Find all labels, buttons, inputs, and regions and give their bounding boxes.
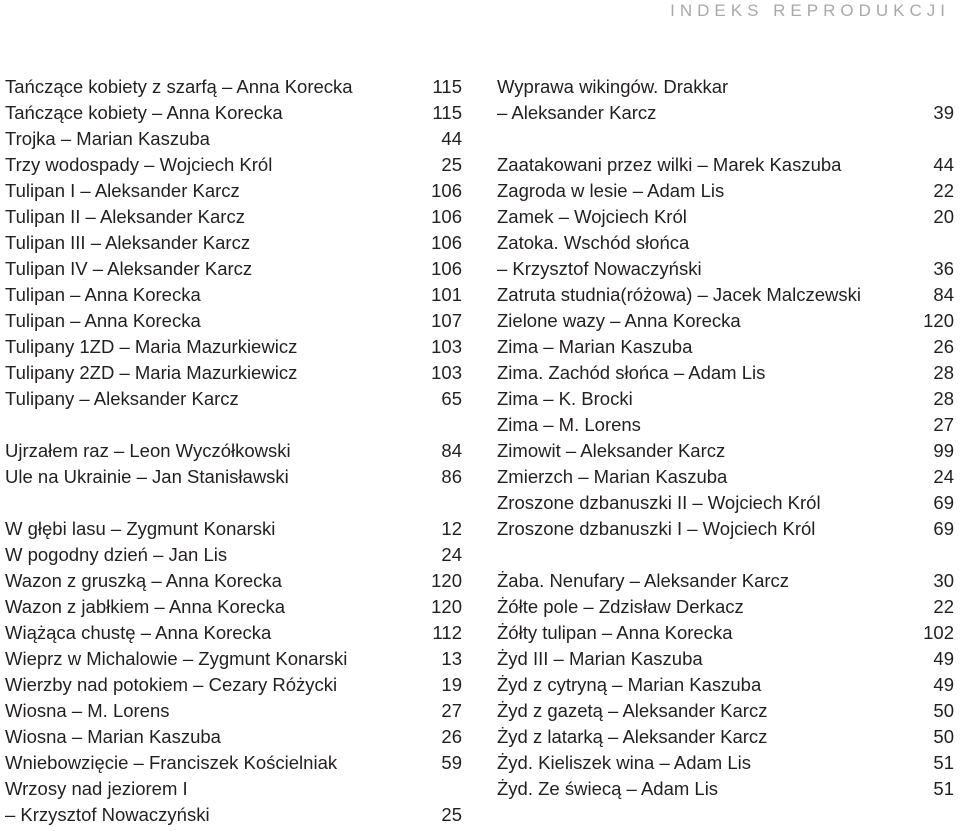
index-entry-page: 50 bbox=[933, 726, 954, 747]
index-entry-page: 112 bbox=[432, 622, 462, 643]
index-entry-page: 13 bbox=[441, 648, 462, 669]
index-entry bbox=[497, 698, 954, 724]
index-entry-page: 19 bbox=[441, 674, 462, 695]
index-entry bbox=[5, 568, 462, 594]
index-entry-title: Wiążąca chustę – Anna Korecka bbox=[5, 622, 272, 643]
index-entry-page: 50 bbox=[933, 700, 954, 721]
index-entry-page: 51 bbox=[933, 752, 954, 773]
index-entry-title: Zatruta studnia(różowa) – Jacek Malczewski bbox=[497, 284, 861, 305]
index-entry bbox=[497, 152, 954, 178]
index-entry bbox=[5, 308, 462, 334]
index-entry-title: – Krzysztof Nowaczyński bbox=[5, 804, 210, 825]
index-entry-title: Tańczące kobiety – Anna Korecka bbox=[5, 102, 283, 123]
index-entry-title: Wazon z jabłkiem – Anna Korecka bbox=[5, 596, 286, 617]
index-entry-title: Zatoka. Wschód słońca bbox=[497, 232, 690, 253]
index-entry bbox=[5, 750, 462, 776]
index-entry-title: Wrzosy nad jeziorem I bbox=[5, 778, 188, 799]
index-entry-page: 44 bbox=[933, 154, 954, 175]
index-entry bbox=[5, 360, 462, 386]
index-entry bbox=[497, 386, 954, 412]
index-entry bbox=[5, 256, 462, 282]
index-entry-title: Żaba. Nenufary – Aleksander Karcz bbox=[497, 570, 790, 591]
index-gap bbox=[497, 542, 954, 568]
index-entry bbox=[497, 412, 954, 438]
index-entry-title: – Aleksander Karcz bbox=[497, 102, 657, 123]
index-entry-title: Zima – K. Brocki bbox=[497, 388, 633, 409]
index-entry-page: 99 bbox=[933, 440, 954, 461]
index-entry bbox=[497, 490, 954, 516]
index-entry-page: 69 bbox=[933, 492, 954, 513]
index-entry bbox=[497, 334, 954, 360]
index-entry-page: 22 bbox=[933, 180, 954, 201]
index-entry bbox=[5, 178, 462, 204]
index-entry-title: W pogodny dzień – Jan Lis bbox=[5, 544, 228, 565]
index-entry-title: Zamek – Wojciech Król bbox=[497, 206, 687, 227]
index-entry-title: Ule na Ukrainie – Jan Stanisławski bbox=[5, 466, 289, 487]
index-entry bbox=[5, 724, 462, 750]
index-entry-page: 44 bbox=[441, 128, 462, 149]
index-entry-title: Zima – M. Lorens bbox=[497, 414, 641, 435]
index-entry-title: – Krzysztof Nowaczyński bbox=[497, 258, 702, 279]
index-entry bbox=[497, 646, 954, 672]
index-entry bbox=[497, 360, 954, 386]
index-entry bbox=[5, 698, 462, 724]
index-entry bbox=[5, 204, 462, 230]
index-entry-title: Zagroda w lesie – Adam Lis bbox=[497, 180, 725, 201]
index-entry-page: 59 bbox=[441, 752, 462, 773]
index-entry-title: Żyd z gazetą – Aleksander Karcz bbox=[497, 700, 768, 721]
index-entry-page: 106 bbox=[431, 206, 462, 227]
index-entry-page: 28 bbox=[933, 362, 954, 383]
index-entry bbox=[497, 308, 954, 334]
index-entry-title: Zielone wazy – Anna Korecka bbox=[497, 310, 741, 331]
index-entry-page: 49 bbox=[933, 674, 954, 695]
index-entry bbox=[5, 126, 462, 152]
index-entry bbox=[497, 74, 954, 100]
page-header: INDEKS REPRODUKCJI bbox=[670, 1, 950, 20]
index-entry-page: 106 bbox=[431, 180, 462, 201]
index-entry-title: Wiosna – Marian Kaszuba bbox=[5, 726, 221, 747]
index-entry-page: 51 bbox=[933, 778, 954, 799]
index-entry bbox=[497, 724, 954, 750]
index-entry-title: Wazon z gruszką – Anna Korecka bbox=[5, 570, 282, 591]
index-gap bbox=[5, 412, 462, 438]
index-entry bbox=[5, 542, 462, 568]
index-entry-title: Żółty tulipan – Anna Korecka bbox=[497, 622, 733, 643]
index-entry-title: Trzy wodospady – Wojciech Król bbox=[5, 154, 273, 175]
index-entry-page: 115 bbox=[432, 76, 462, 97]
index-entry-page: 86 bbox=[441, 466, 462, 487]
index-entry bbox=[497, 282, 954, 308]
index-entry-page: 65 bbox=[441, 388, 462, 409]
index-entry bbox=[5, 672, 462, 698]
index-entry-page: 27 bbox=[441, 700, 462, 721]
index-column-right bbox=[497, 74, 954, 802]
index-entry-page: 115 bbox=[432, 102, 462, 123]
index-entry-page: 84 bbox=[933, 284, 954, 305]
index-entry-title: Tulipany – Aleksander Karcz bbox=[5, 388, 239, 409]
index-entry bbox=[5, 464, 462, 490]
index-entry-page: 49 bbox=[933, 648, 954, 669]
index-entry-title: Zima. Zachód słońca – Adam Lis bbox=[497, 362, 766, 383]
index-entry-page: 27 bbox=[933, 414, 954, 435]
index-entry-title: Wiosna – M. Lorens bbox=[5, 700, 170, 721]
index-entry-page: 103 bbox=[431, 362, 462, 383]
index-entry bbox=[5, 438, 462, 464]
index-entry-title: Zaatakowani przez wilki – Marek Kaszuba bbox=[497, 154, 842, 175]
index-entry-title: Tulipany 2ZD – Maria Mazurkiewicz bbox=[5, 362, 298, 383]
index-entry-title: Zima – Marian Kaszuba bbox=[497, 336, 693, 357]
index-entry bbox=[5, 152, 462, 178]
index-gap bbox=[497, 126, 954, 152]
index-entry-page: 25 bbox=[441, 804, 462, 825]
index-entry-title: Żyd. Ze świecą – Adam Lis bbox=[497, 778, 719, 799]
index-entry bbox=[497, 204, 954, 230]
index-entry-page: 39 bbox=[933, 102, 954, 123]
index-entry bbox=[497, 594, 954, 620]
index-entry bbox=[497, 568, 954, 594]
index-entry-title: Tulipan – Anna Korecka bbox=[5, 284, 201, 305]
index-entry bbox=[497, 464, 954, 490]
index-entry-page: 24 bbox=[933, 466, 954, 487]
index-entry-page: 26 bbox=[933, 336, 954, 357]
index-entry-page: 103 bbox=[431, 336, 462, 357]
index-entry bbox=[5, 386, 462, 412]
index-entry bbox=[497, 620, 954, 646]
index-entry bbox=[5, 646, 462, 672]
index-entry-page: 120 bbox=[431, 570, 462, 591]
index-entry-title: Tulipan III – Aleksander Karcz bbox=[5, 232, 251, 253]
index-entry-title: Zimowit – Aleksander Karcz bbox=[497, 440, 726, 461]
index-entry-page: 69 bbox=[933, 518, 954, 539]
index-entry bbox=[5, 802, 462, 828]
index-entry-page: 84 bbox=[441, 440, 462, 461]
index-entry bbox=[497, 230, 954, 256]
index-entry-title: Żyd. Kieliszek wina – Adam Lis bbox=[497, 752, 751, 773]
index-entry-title: Trojka – Marian Kaszuba bbox=[5, 128, 210, 149]
index-entry bbox=[497, 178, 954, 204]
index-entry-title: Tańczące kobiety z szarfą – Anna Korecka bbox=[5, 76, 353, 97]
index-entry-page: 106 bbox=[431, 258, 462, 279]
index-entry bbox=[497, 516, 954, 542]
index-entry-page: 22 bbox=[933, 596, 954, 617]
index-entry-title: Żyd z latarką – Aleksander Karcz bbox=[497, 726, 768, 747]
index-entry-page: 36 bbox=[933, 258, 954, 279]
index-entry bbox=[497, 750, 954, 776]
index-column-left bbox=[5, 74, 462, 828]
index-entry-title: Zroszone dzbanuszki II – Wojciech Król bbox=[497, 492, 821, 513]
index-entry bbox=[497, 438, 954, 464]
index-gap bbox=[5, 490, 462, 516]
index-entry-page: 28 bbox=[933, 388, 954, 409]
index-entry-title: Tulipan – Anna Korecka bbox=[5, 310, 201, 331]
index-entry-page: 26 bbox=[441, 726, 462, 747]
index-entry-title: Tulipan II – Aleksander Karcz bbox=[5, 206, 245, 227]
index-entry bbox=[5, 776, 462, 802]
index-entry-title: Wieprz w Michalowie – Zygmunt Konarski bbox=[5, 648, 348, 669]
index-entry bbox=[497, 672, 954, 698]
index-entry-title: Żółte pole – Zdzisław Derkacz bbox=[497, 596, 744, 617]
index-entry-title: Ujrzałem raz – Leon Wyczółkowski bbox=[5, 440, 291, 461]
index-entry-page: 12 bbox=[441, 518, 462, 539]
index-entry bbox=[5, 230, 462, 256]
index-entry-page: 101 bbox=[431, 284, 462, 305]
index-entry-page: 20 bbox=[933, 206, 954, 227]
index-entry-page: 120 bbox=[923, 310, 954, 331]
index-entry-title: Żyd z cytryną – Marian Kaszuba bbox=[497, 674, 762, 695]
index-entry bbox=[5, 620, 462, 646]
index-entry-title: Tulipany 1ZD – Maria Mazurkiewicz bbox=[5, 336, 298, 357]
index-entry bbox=[5, 282, 462, 308]
index-entry bbox=[497, 100, 954, 126]
index-entry-title: W głębi lasu – Zygmunt Konarski bbox=[5, 518, 276, 539]
index-entry bbox=[497, 776, 954, 802]
index-entry-title: Wyprawa wikingów. Drakkar bbox=[497, 76, 729, 97]
index-entry bbox=[497, 256, 954, 282]
index-entry-page: 102 bbox=[923, 622, 954, 643]
index-entry-page: 106 bbox=[431, 232, 462, 253]
index-entry bbox=[5, 74, 462, 100]
index-entry-title: Wniebowzięcie – Franciszek Kościelniak bbox=[5, 752, 338, 773]
index-entry-page: 24 bbox=[441, 544, 462, 565]
index-entry-page: 30 bbox=[933, 570, 954, 591]
index-entry bbox=[5, 516, 462, 542]
index-entry bbox=[5, 594, 462, 620]
index-entry-title: Wierzby nad potokiem – Cezary Różycki bbox=[5, 674, 338, 695]
index-entry-page: 25 bbox=[441, 154, 462, 175]
index-entry-page: 107 bbox=[431, 310, 462, 331]
index-entry-title: Zmierzch – Marian Kaszuba bbox=[497, 466, 728, 487]
index-entry-title: Zroszone dzbanuszki I – Wojciech Król bbox=[497, 518, 816, 539]
index-entry-page: 120 bbox=[431, 596, 462, 617]
index-entry-title: Tulipan IV – Aleksander Karcz bbox=[5, 258, 253, 279]
index-entry bbox=[5, 334, 462, 360]
index-entry-title: Żyd III – Marian Kaszuba bbox=[497, 648, 703, 669]
index-entry-title: Tulipan I – Aleksander Karcz bbox=[5, 180, 240, 201]
index-entry bbox=[5, 100, 462, 126]
